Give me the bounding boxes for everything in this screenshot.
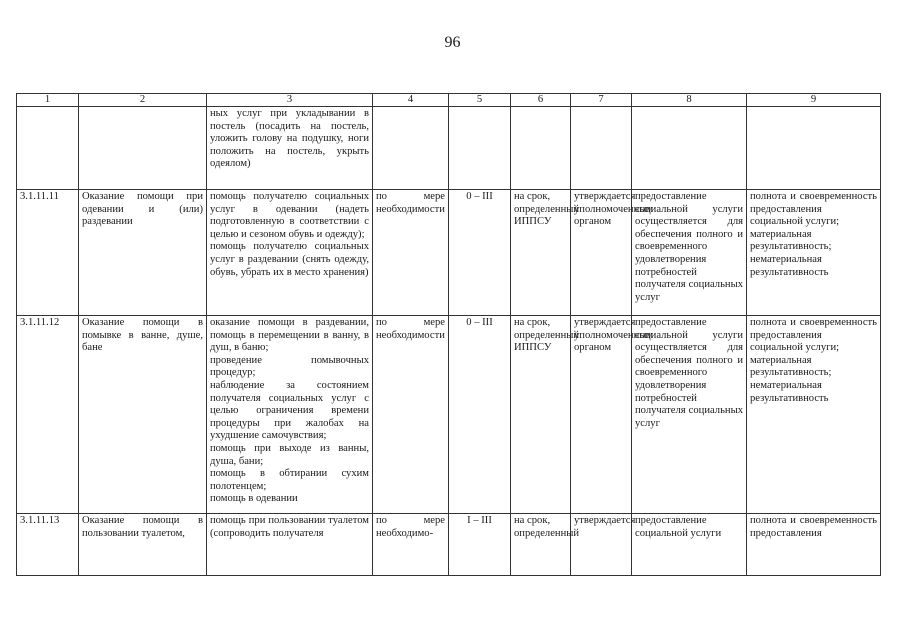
service-content: помощь при пользовании туалетом (сопроводить получателя (207, 514, 373, 576)
header-cell: 1 (17, 94, 79, 107)
service-condition: предоставление социальной услуги осуществляется для обеспечения полного и своевременного удовлетворения потребностей получателя социальных услуг (632, 316, 747, 514)
header-cell: 7 (571, 94, 632, 107)
service-approval: утверждается уполномоченным органом (571, 190, 632, 316)
service-frequency: по мере необходимости (373, 316, 449, 514)
service-criteria: полнота и своевременность предоставления (747, 514, 881, 576)
service-term: на срок, определенный ИППСУ (511, 190, 571, 316)
service-approval (571, 107, 632, 190)
table-row (17, 514, 881, 576)
service-name: Оказание помощи в помывке в ванне, душе, бане (79, 316, 207, 514)
header-cell: 8 (632, 94, 747, 107)
service-condition: предоставление социальной услуги осуществляется для обеспечения полного и своевременного удовлетворения потребностей получателя социальных услуг (632, 190, 747, 316)
service-code: 3.1.11.11 (17, 190, 79, 316)
service-criteria: полнота и своевременность предоставления социальной услуги; материальная результативность; нематериальная результативность (747, 190, 881, 316)
table-header-row (17, 94, 881, 107)
service-criteria: полнота и своевременность предоставления социальной услуги; материальная результативность; нематериальная результативность (747, 316, 881, 514)
service-code: 3.1.11.12 (17, 316, 79, 514)
table-row (17, 190, 881, 316)
page-number: 96 (444, 34, 461, 51)
service-frequency (373, 107, 449, 190)
service-content: оказание помощи в раздевании, помощь в перемещении в ванну, в душ, в баню; проведение помывочных процедур; наблюдение за состоянием получателя социальных услуг с целью ограничения времени процедуры при жалобах на ухудшение самочувствия; помощь при выходе из ванны, душа, бани; помощь в обтирании сухим полотенцем; помощь в одевании (207, 316, 373, 514)
service-frequency: по мере необходимости (373, 190, 449, 316)
services-table-wrapper (16, 93, 880, 570)
service-term: на срок, определенный (511, 514, 571, 576)
header-cell: 5 (449, 94, 511, 107)
service-group: 0 – III (449, 316, 511, 514)
service-code (17, 107, 79, 190)
service-criteria (747, 107, 881, 190)
service-group (449, 107, 511, 190)
service-approval: утверждается (571, 514, 632, 576)
service-code: 3.1.11.13 (17, 514, 79, 576)
service-term: на срок, определенный ИППСУ (511, 316, 571, 514)
service-name (79, 107, 207, 190)
service-name: Оказание помощи в пользовании туалетом, (79, 514, 207, 576)
header-cell: 9 (747, 94, 881, 107)
header-cell: 3 (207, 94, 373, 107)
service-frequency: по мере необходимо- (373, 514, 449, 576)
services-table (16, 93, 881, 576)
table-row (17, 316, 881, 514)
service-approval: утверждается уполномоченным органом (571, 316, 632, 514)
service-group: I – III (449, 514, 511, 576)
header-cell: 4 (373, 94, 449, 107)
service-content: помощь получателю социальных услуг в одевании (надеть подготовленную в соответствии с целью и сезоном обувь и одежду); помощь получателю социальных услуг в раздевании (снять одежду, обувь, убрать их в место хранения) (207, 190, 373, 316)
service-name: Оказание помощи при одевании и (или) раздевании (79, 190, 207, 316)
service-group: 0 – III (449, 190, 511, 316)
header-cell: 6 (511, 94, 571, 107)
service-content: ных услуг при укладывании в постель (посадить на постель, уложить голову на подушку, ноги положить на постель, укрыть одеялом) (207, 107, 373, 190)
service-condition (632, 107, 747, 190)
service-condition: предоставление социальной услуги (632, 514, 747, 576)
table-row (17, 107, 881, 190)
service-term (511, 107, 571, 190)
header-cell: 2 (79, 94, 207, 107)
